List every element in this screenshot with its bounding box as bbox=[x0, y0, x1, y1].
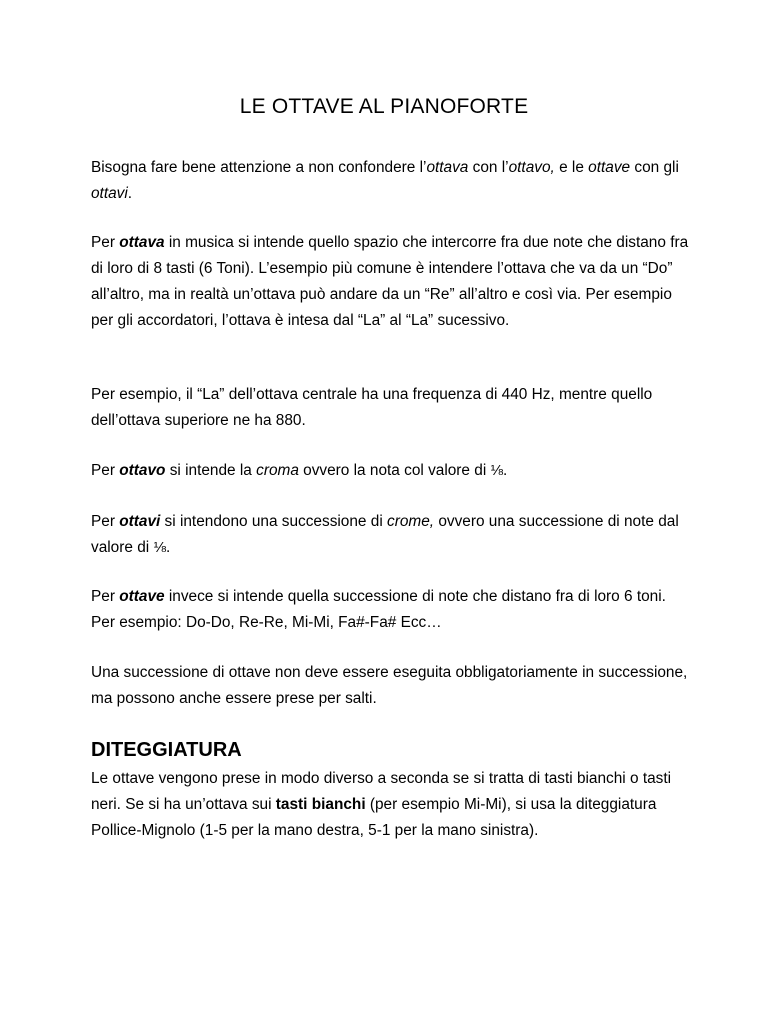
text-run: si intendono una successione di bbox=[160, 513, 388, 530]
italic-term: ottava bbox=[426, 159, 469, 176]
text-run: Per bbox=[91, 513, 120, 530]
text-run: ovvero la nota col valore di bbox=[298, 462, 491, 479]
text-run: Per bbox=[91, 588, 120, 605]
text-run: e le bbox=[554, 159, 589, 176]
text-run: con gli bbox=[630, 159, 679, 176]
text-run: ovvero una successione di note dal valore di bbox=[91, 513, 679, 556]
ottava-definition-paragraph bbox=[91, 230, 691, 334]
bold-italic-term: ottavo bbox=[119, 462, 166, 479]
italic-term: crome, bbox=[387, 513, 435, 530]
italic-term: ottavi bbox=[91, 185, 128, 202]
text-run: invece si intende quella successione di note che distano fra di loro 6 toni. Per esempio: Do-Do, Re-Re, Mi-Mi, Fa#-Fa# Ecc… bbox=[91, 588, 666, 631]
italic-term: croma bbox=[256, 462, 299, 479]
bold-italic-term: ottave bbox=[119, 588, 165, 605]
bold-term: tasti bianchi bbox=[275, 796, 366, 813]
fraction-eighth: ⅛ bbox=[153, 539, 166, 556]
text-run: (per esempio Mi-Mi), si usa la diteggiatura Pollice-Mignolo (1-5 per la mano destra, 5-1 per la mano sinistra). bbox=[91, 796, 657, 839]
text-run: . bbox=[165, 539, 171, 556]
text-run: . bbox=[503, 462, 508, 479]
ottave-definition-paragraph bbox=[91, 584, 691, 636]
bold-italic-term: ottava bbox=[119, 234, 165, 251]
frequency-paragraph: Per esempio, il “La” dell’ottava centrale ha una frequenza di 440 Hz, mentre quello dell’ottava superiore ne ha 880. bbox=[91, 386, 653, 429]
section-heading-diteggiatura: DITEGGIATURA bbox=[91, 739, 242, 761]
text-run: . bbox=[127, 185, 133, 202]
fraction-eighth: ⅛ bbox=[490, 462, 504, 479]
text-run: Per bbox=[91, 462, 120, 479]
intro-paragraph bbox=[91, 155, 691, 207]
italic-term: ottave bbox=[588, 159, 631, 176]
document-title: LE OTTAVE AL PIANOFORTE bbox=[239, 95, 529, 118]
italic-term: ottavo, bbox=[508, 159, 555, 176]
text-run: con l’ bbox=[468, 159, 509, 176]
diteggiatura-paragraph bbox=[91, 766, 691, 844]
text-run: in musica si intende quello spazio che intercorre fra due note che distano fra di loro di 8 tasti (6 Toni). L’esempio più comune è intendere l’ottava che va da un “Do” all’altro, ma in realtà un’ottava può andare da un “Re” all’altro e così via. Per esempio per gli accordatori, l’ottava è intesa dal “La” al “La” sucessivo. bbox=[91, 234, 689, 329]
ottavo-definition-paragraph bbox=[91, 458, 691, 484]
text-run: Bisogna fare bene attenzione a non confondere l’ bbox=[91, 159, 427, 176]
succession-paragraph: Una successione di ottave non deve essere eseguita obbligatoriamente in successione, ma possono anche essere prese per salti. bbox=[91, 664, 688, 707]
text-run: Per bbox=[91, 234, 120, 251]
text-run: si intende la bbox=[165, 462, 257, 479]
bold-italic-term: ottavi bbox=[119, 513, 161, 530]
text-run: Le ottave vengono prese in modo diverso a seconda se si tratta di tasti bianchi o tasti neri. Se si ha un’ottava sui bbox=[91, 770, 672, 813]
ottavi-definition-paragraph bbox=[91, 509, 691, 561]
